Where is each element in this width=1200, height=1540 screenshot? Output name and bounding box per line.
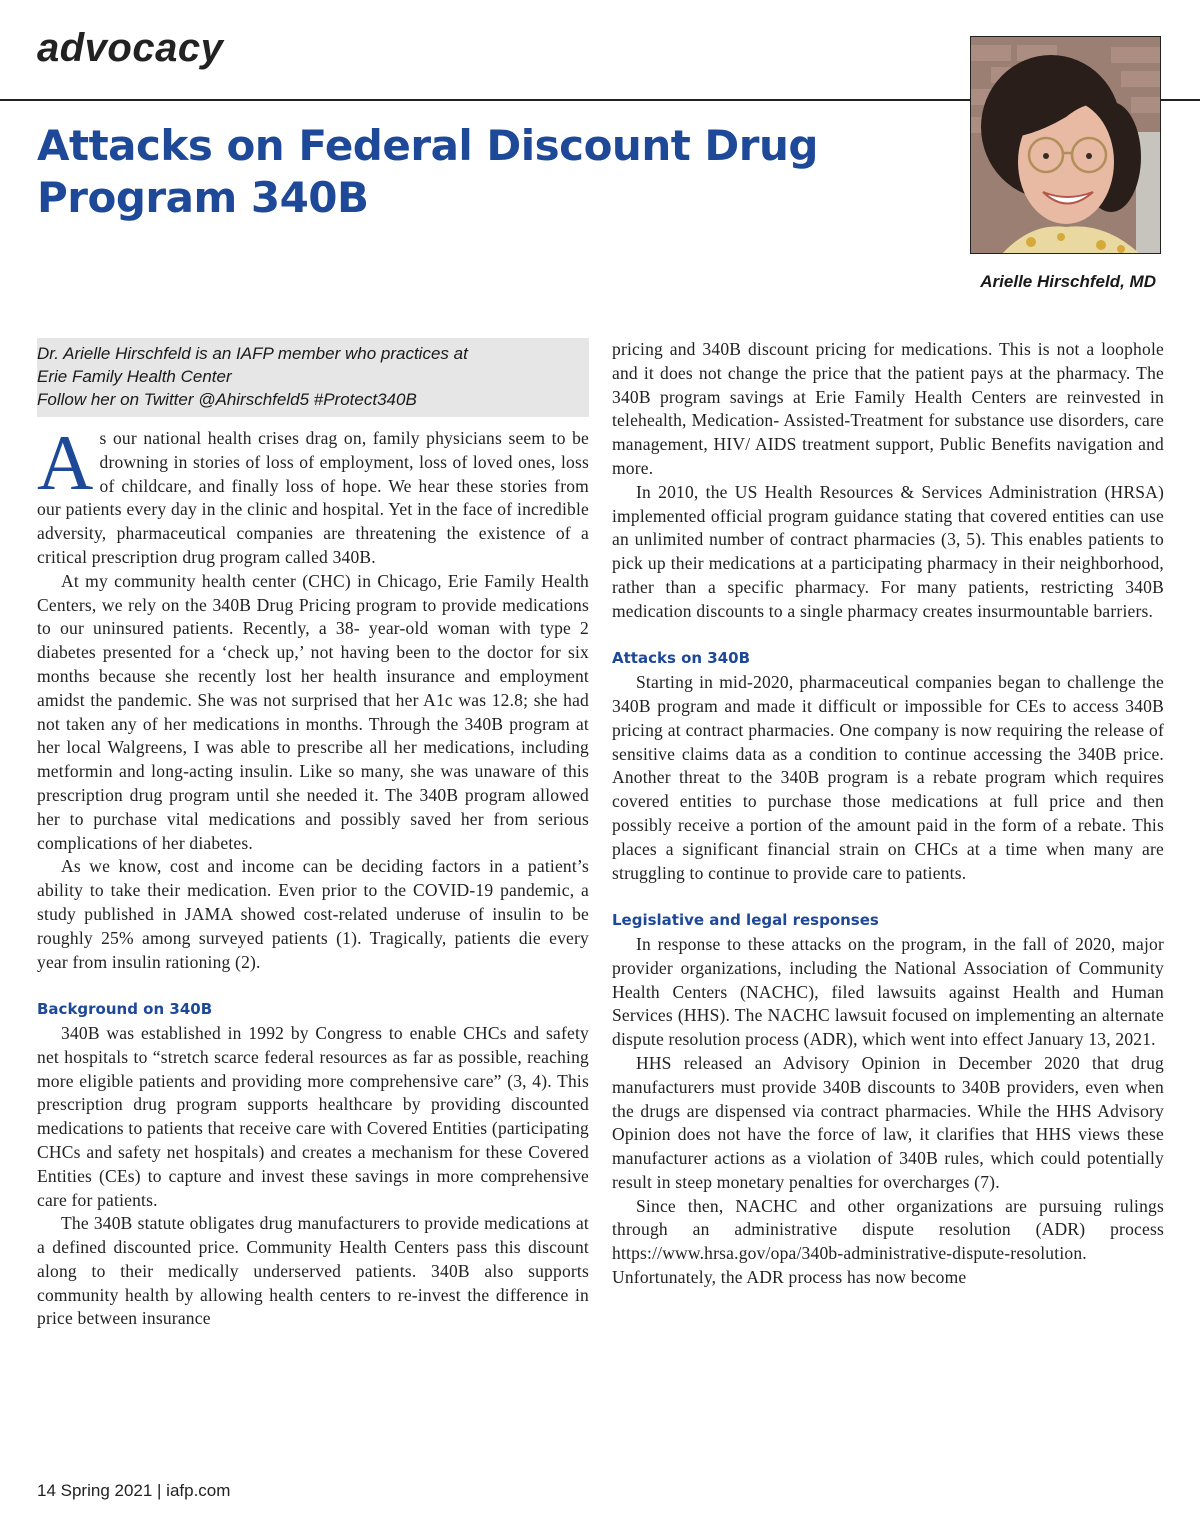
article-column-right bbox=[612, 338, 1164, 1290]
article-column-left bbox=[37, 338, 589, 1331]
drop-cap: A bbox=[37, 419, 94, 506]
body-paragraph: At my community health center (CHC) in Chicago, Erie Family Health Centers, we rely on the 340B Drug Pricing program to provide medications to our uninsured patients. Recently, a 38- year-old woman with type 2 diabetes presented for a ‘check up,’ not having been to the doctor for six months because she recently lost her health insurance and employment amidst the pandemic. She was not surprised that her A1c was 12.8; she had not taken any of her medications in months. Through the 340B program at her local Walgreens, I was able to prescribe all her medications, including metformin and long-acting insulin. Like so many, she was unaware of this prescription drug program until she needed it. The 340B program allowed her to purchase vital medications and possibly saved her from serious complications of her diabetes. bbox=[37, 570, 589, 853]
body-paragraph: HHS released an Advisory Opinion in December 2020 that drug manufacturers must provide 340B discounts to 340B providers, even when the drugs are dispensed via contract pharmacies. While the HHS Advisory Opinion does not have the force of law, it clarifies that HHS views these manufacturer actions as a violation of 340B rules, which could potentially result in steep monetary penalties for overcharges (7). bbox=[612, 1052, 1164, 1192]
body-paragraph: In 2010, the US Health Resources & Services Administration (HRSA) implemented official program guidance stating that covered entities can use an unlimited number of contract pharmacies (3, 5). This enables patients to pick up their medications at a participating pharmacy in their neighborhood, rather than a specific pharmacy. For many patients, restricting 340B medication discounts to a single pharmacy creates insurmountable barriers. bbox=[612, 481, 1164, 621]
intro-paragraph bbox=[37, 419, 589, 570]
author-caption: Arielle Hirschfeld, MD bbox=[980, 272, 1156, 291]
author-photo bbox=[970, 36, 1161, 254]
author-bio-box bbox=[37, 338, 589, 417]
article-title: Attacks on Federal Discount Drug Program 340B bbox=[37, 121, 818, 222]
body-paragraph: In response to these attacks on the program, in the fall of 2020, major provider organizations, including the National Association of Community Health Centers (NACHC), filed lawsuits against Health and Human Services (HHS). The NACHC lawsuit focused on implementing an alternate dispute resolution process (ADR), which went into effect January 13, 2021. bbox=[612, 933, 1164, 1050]
bio-line: Dr. Arielle Hirschfeld is an IAFP member who practices at bbox=[37, 344, 468, 363]
body-paragraph: 340B was established in 1992 by Congress to enable CHCs and safety net hospitals to “stretch scarce federal resources as far as possible, reaching more eligible patients and providing more comprehensive care” (3, 4). This prescription drug program supports healthcare by providing discounted medications to patients that receive care with Covered Entities (participating CHCs and safety net hospitals) and creates a mechanism for these Covered Entities (CEs) to capture and invest these savings in more comprehensive care for patients. bbox=[37, 1022, 589, 1210]
body-paragraph: Starting in mid-2020, pharmaceutical companies began to challenge the 340B program and made it difficult or impossible for CEs to access 340B pricing at contract pharmacies. One company is now requiring the release of sensitive claims data as a condition to continue accessing the 340B price. Another threat to the 340B program is a rebate program which requires covered entities to purchase those medications at full price and then possibly receive a portion of the amount paid in the form of a rebate. This places a significant financial strain on CHCs at a time when many are struggling to continue to provide care to patients. bbox=[612, 672, 1164, 883]
body-paragraph-continued: pricing and 340B discount pricing for medications. This is not a loophole and it does not change the price that the patient pays at the pharmacy. The 340B program savings at Erie Family Health Centers are reinvested in telehealth, Medication- Assisted-Treatment for substance use disorders, care management, HIV/ AIDS treatment support, Public Benefits navigation and more. bbox=[612, 339, 1164, 478]
bio-twitter-line: Follow her on Twitter @Ahirschfeld5 #Protect340B bbox=[37, 390, 417, 409]
body-paragraph: Since then, NACHC and other organizations are pursuing rulings through an administrative dispute resolution (ADR) process https://www.hrsa.gov/opa/340b-administrative-dispute-resolution. Unfortunately, the ADR process has now become bbox=[612, 1195, 1164, 1288]
page-footer: 14 Spring 2021 | iafp.com bbox=[37, 1481, 231, 1500]
author-portrait-image bbox=[971, 37, 1161, 254]
subheading-background: Background on 340B bbox=[37, 1000, 213, 1019]
intro-text: s our national health crises drag on, family physicians seem to be drowning in stories of loss of employment, loss of loved ones, loss of childcare, and finally loss of hope. We hear these stories from our patients every day in the clinic and hospital. Yet in the face of incredible adversity, pharmaceutical companies are threatening the existence of a critical prescription drug program called 340B. bbox=[37, 428, 589, 567]
bio-line: Erie Family Health Center bbox=[37, 367, 232, 386]
subheading-attacks: Attacks on 340B bbox=[612, 649, 751, 668]
body-paragraph: The 340B statute obligates drug manufacturers to provide medications at a defined discounted price. Community Health Centers pass this discount along to their medically underserved patients. 340B also supports community health by allowing health centers to re-invest the difference in price between insurance bbox=[37, 1213, 589, 1329]
body-paragraph: As we know, cost and income can be deciding factors in a patient’s ability to take their medication. Even prior to the COVID-19 pandemic, a study published in JAMA showed cost-related underuse of insulin to be roughly 25% among surveyed patients (1). Tragically, patients die every year from insulin rationing (2). bbox=[37, 856, 589, 972]
section-label: advocacy bbox=[37, 26, 224, 70]
subheading-legislative: Legislative and legal responses bbox=[612, 911, 879, 930]
